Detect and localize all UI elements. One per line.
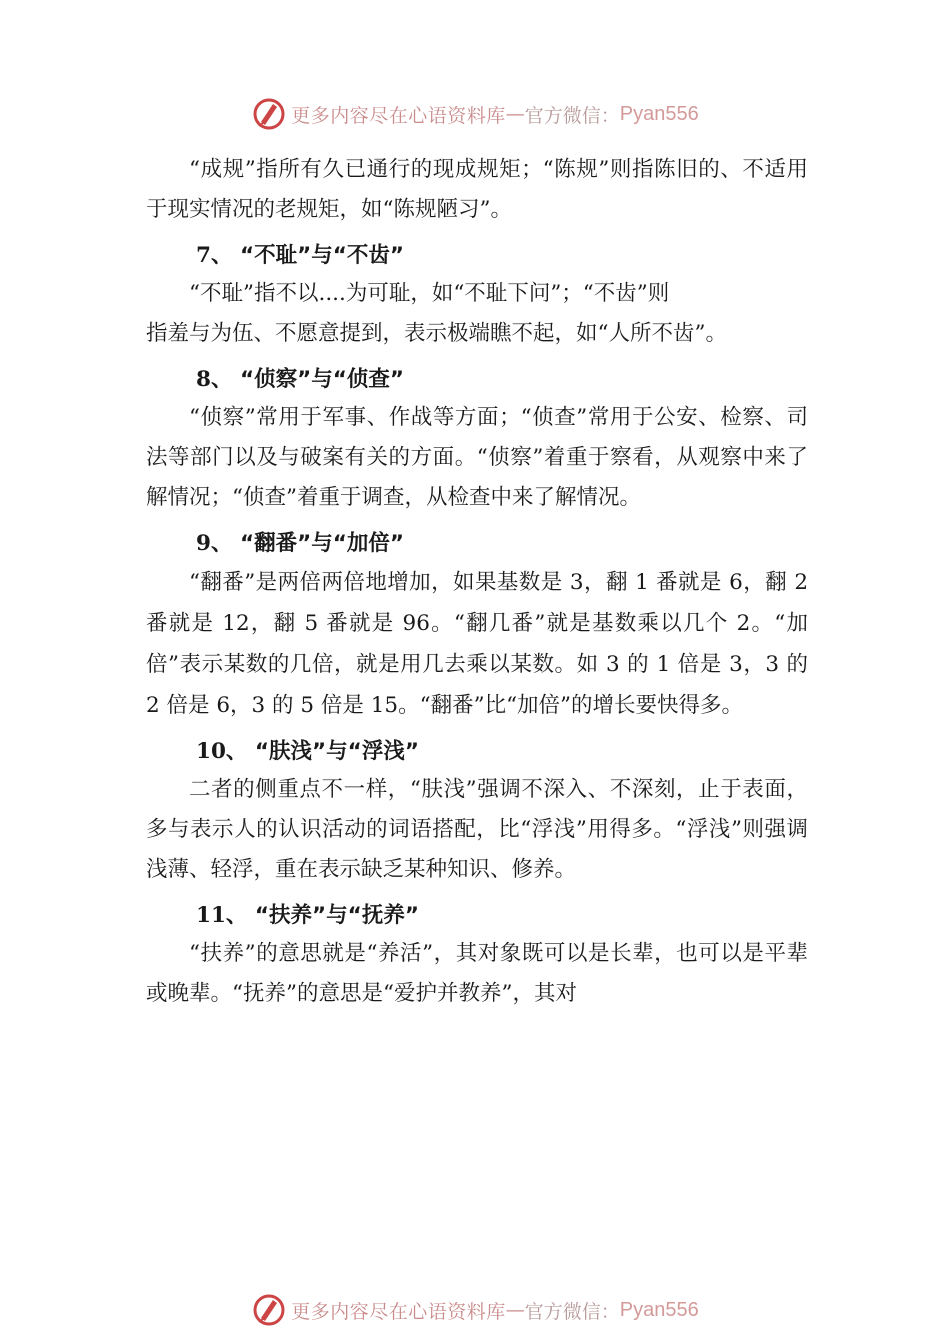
pen-logo-icon (251, 96, 287, 132)
heading-title: “不耻”与“不齿” (239, 243, 404, 268)
footer-banner (0, 1290, 950, 1330)
banner-separator: — (505, 103, 525, 125)
banner-wechat-id: Pyan556 (619, 102, 699, 125)
document-body (146, 150, 808, 1014)
paragraph: “成规”指所有久已通行的现成规矩；“陈规”则指陈旧的、不适用于现实情况的老规矩，如“陈规陋习”。 (146, 157, 808, 222)
paragraph: “扶养”的意思就是“养活”，其对象既可以是长辈，也可以是平辈或晚辈。“抚养”的意思是“爱护并教养”，其对 (146, 941, 808, 1006)
heading-title: “扶养”与“抚养” (254, 903, 419, 928)
section-heading-9 (196, 524, 808, 564)
banner-text: 更多内容尽在心语资料库 (291, 104, 506, 127)
heading-number: 9、 (196, 531, 233, 556)
heading-title: “侦察”与“侦查” (239, 367, 404, 392)
header-banner (0, 94, 950, 134)
banner-separator: — (505, 1299, 525, 1321)
banner-wechat-label: 官方微信： (524, 104, 620, 127)
pen-logo-icon (251, 1292, 287, 1328)
heading-number: 7、 (196, 243, 233, 268)
heading-number: 8、 (196, 367, 233, 392)
section-heading-8 (196, 360, 808, 400)
heading-number: 10、 (196, 739, 248, 764)
paragraph: “翻番”是两倍两倍地增加，如果基数是 3，翻 1 番就是 6，翻 2 番就是 12，翻 5 番就是 96。“翻几番”就是基数乘以几个 2。“加倍”表示某数的几倍，就是用几去乘以某数。如 3 的 1 倍是 3，3 的 2 倍是 6，3 的 5 倍是 15。“翻番”比“加倍”的增长要快得多。 (146, 570, 808, 718)
banner-text: 更多内容尽在心语资料库 (291, 1300, 506, 1323)
heading-title: “翻番”与“加倍” (239, 531, 404, 556)
section-heading-11 (196, 896, 808, 936)
heading-number: 11、 (196, 903, 248, 928)
section-heading-10 (196, 732, 808, 772)
paragraph: 指羞与为伍、不愿意提到，表示极端瞧不起，如“人所不齿”。 (146, 321, 727, 346)
section-heading-7 (196, 236, 808, 276)
paragraph: “不耻”指不以....为可耻，如“不耻下问”；“不齿”则 (189, 281, 670, 306)
paragraph: 二者的侧重点不一样，“肤浅”强调不深入、不深刻，止于表面，多与表示人的认识活动的词语搭配，比“浮浅”用得多。“浮浅”则强调浅薄、轻浮，重在表示缺乏某种知识、修养。 (146, 777, 808, 882)
heading-title: “肤浅”与“浮浅” (254, 739, 419, 764)
banner-wechat-id: Pyan556 (619, 1298, 699, 1321)
paragraph: “侦察”常用于军事、作战等方面；“侦查”常用于公安、检察、司法等部门以及与破案有关的方面。“侦察”着重于察看，从观察中来了解情况；“侦查”着重于调查，从检查中来了解情况。 (146, 405, 808, 510)
banner-wechat-label: 官方微信： (524, 1300, 620, 1323)
